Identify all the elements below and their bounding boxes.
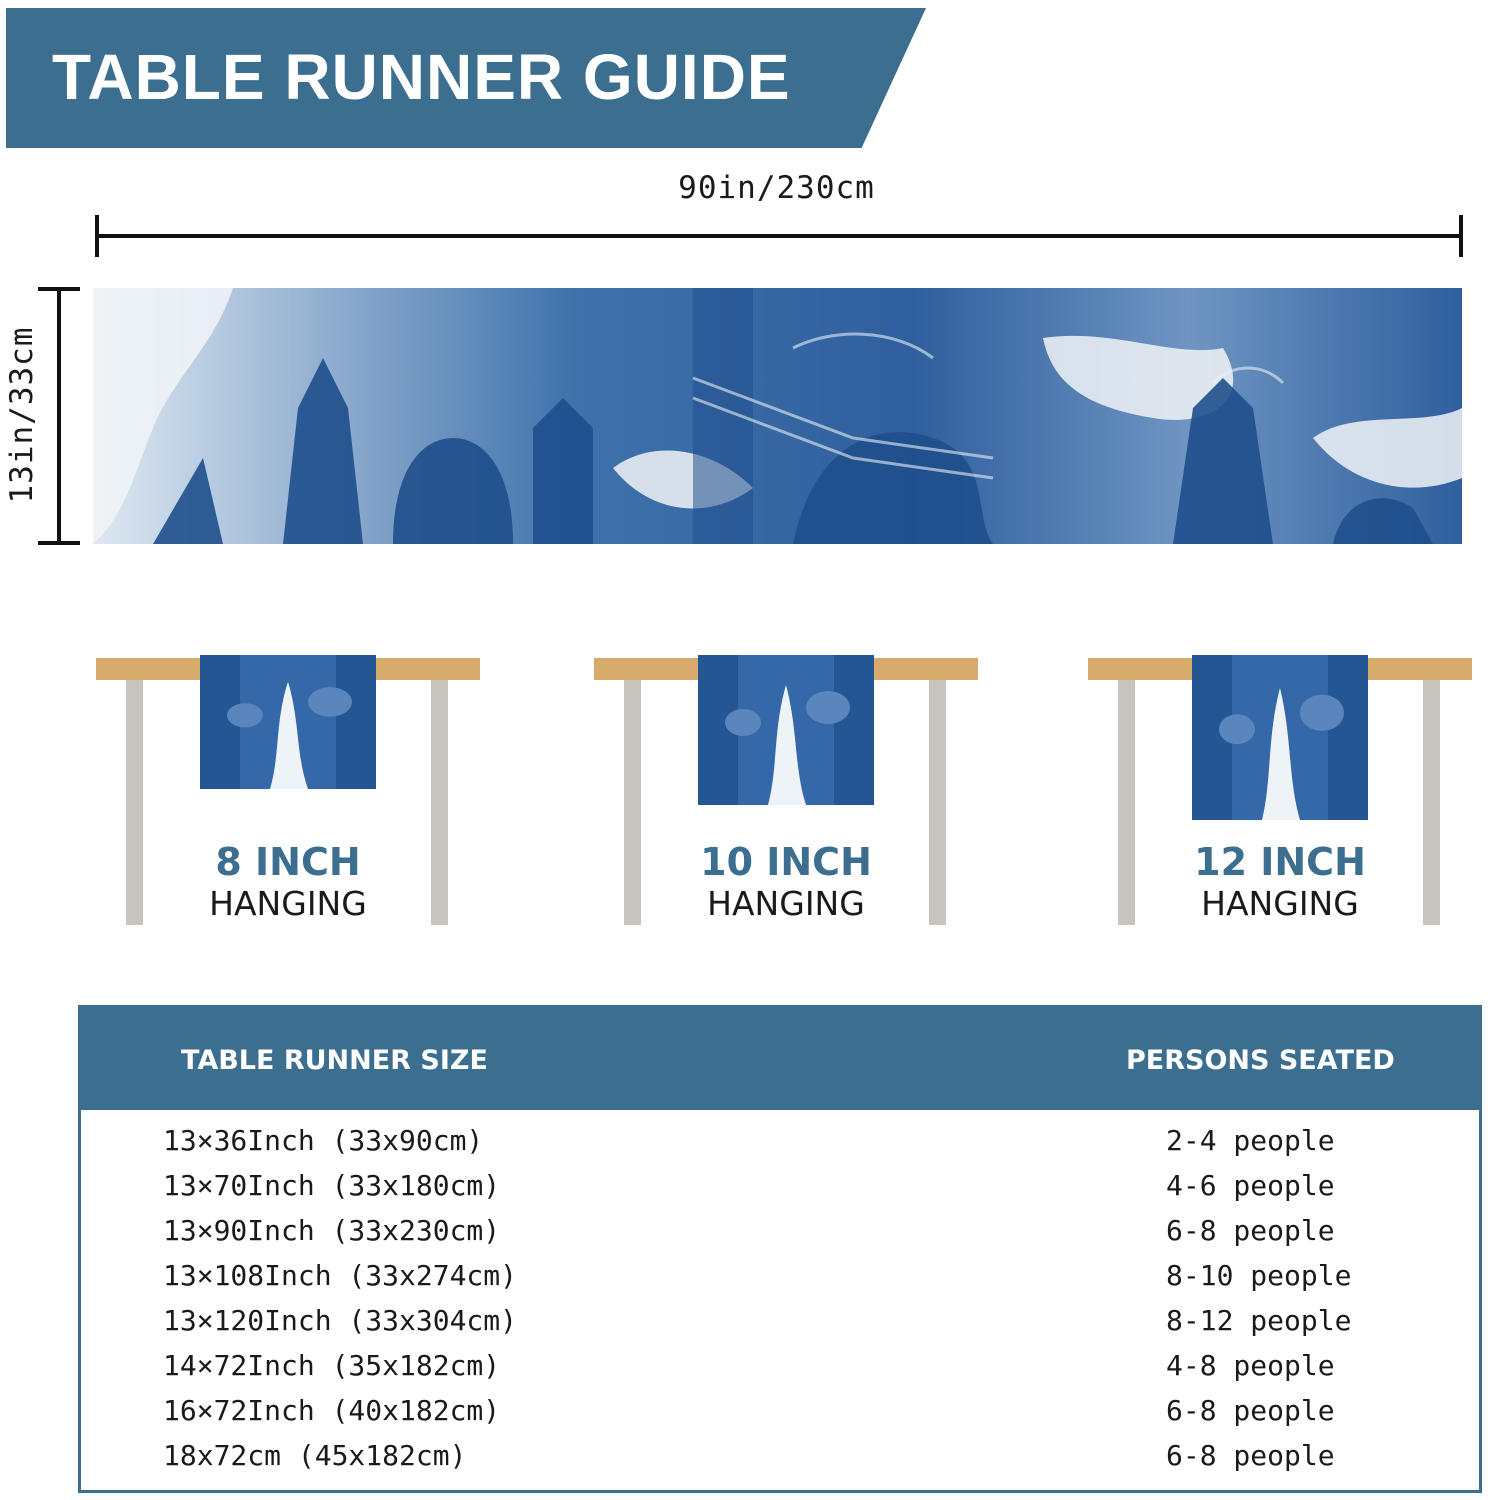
cell-size: 13×108Inch (33x274cm) xyxy=(163,1259,518,1292)
width-dimension-label: 90in/230cm xyxy=(678,170,875,206)
hanging-runner-image xyxy=(200,655,376,789)
hanging-runner-image xyxy=(698,655,874,805)
cell-persons: 4-8 people xyxy=(1166,1349,1335,1382)
hanging-word: HANGING xyxy=(1201,883,1359,923)
hanging-label-12-inch xyxy=(1088,841,1472,923)
cell-persons: 6-8 people xyxy=(1166,1214,1335,1247)
table-row xyxy=(81,1169,1479,1209)
width-dimension-cap-right xyxy=(1459,215,1463,257)
hanging-runner-image xyxy=(1192,655,1368,820)
width-dimension-cap-left xyxy=(95,215,99,257)
cell-size: 13×36Inch (33x90cm) xyxy=(163,1124,484,1157)
cell-size: 13×90Inch (33x230cm) xyxy=(163,1214,501,1247)
table-illustration-10-inch xyxy=(594,655,984,930)
hanging-label-10-inch xyxy=(594,841,978,923)
table-row xyxy=(81,1394,1479,1434)
hanging-word: HANGING xyxy=(707,883,865,923)
hanging-size: 8 INCH xyxy=(215,840,361,884)
table-illustration-8-inch xyxy=(96,655,486,930)
table-header xyxy=(81,1008,1479,1110)
hanging-word: HANGING xyxy=(209,883,367,923)
page-title: TABLE RUNNER GUIDE xyxy=(52,41,791,113)
size-table xyxy=(78,1005,1482,1493)
cell-size: 13×70Inch (33x180cm) xyxy=(163,1169,501,1202)
cell-size: 18x72cm (45x182cm) xyxy=(163,1439,467,1472)
cell-persons: 6-8 people xyxy=(1166,1439,1335,1472)
height-dimension-cap-top xyxy=(38,287,80,291)
cell-size: 16×72Inch (40x182cm) xyxy=(163,1394,501,1427)
column-header-persons: PERSONS SEATED xyxy=(1126,1045,1395,1076)
table-row xyxy=(81,1214,1479,1254)
hanging-size: 10 INCH xyxy=(700,840,872,884)
height-dimension-line xyxy=(57,288,61,544)
cell-persons: 2-4 people xyxy=(1166,1124,1335,1157)
cell-persons: 6-8 people xyxy=(1166,1394,1335,1427)
height-dimension-cap-bottom xyxy=(38,541,80,545)
cell-persons: 4-6 people xyxy=(1166,1169,1335,1202)
height-dimension-label: 13in/33cm xyxy=(4,326,40,504)
hanging-label-8-inch xyxy=(96,841,480,923)
table-row xyxy=(81,1439,1479,1479)
hanging-size: 12 INCH xyxy=(1194,840,1366,884)
table-illustration-12-inch xyxy=(1088,655,1478,930)
cell-persons: 8-12 people xyxy=(1166,1304,1352,1337)
cell-size: 13×120Inch (33x304cm) xyxy=(163,1304,518,1337)
table-runner-image xyxy=(93,288,1462,544)
cell-size: 14×72Inch (35x182cm) xyxy=(163,1349,501,1382)
table-row xyxy=(81,1259,1479,1299)
cell-persons: 8-10 people xyxy=(1166,1259,1352,1292)
table-row xyxy=(81,1304,1479,1344)
table-row xyxy=(81,1349,1479,1389)
table-row xyxy=(81,1124,1479,1164)
width-dimension-line xyxy=(96,234,1462,238)
column-header-size: TABLE RUNNER SIZE xyxy=(181,1045,488,1076)
